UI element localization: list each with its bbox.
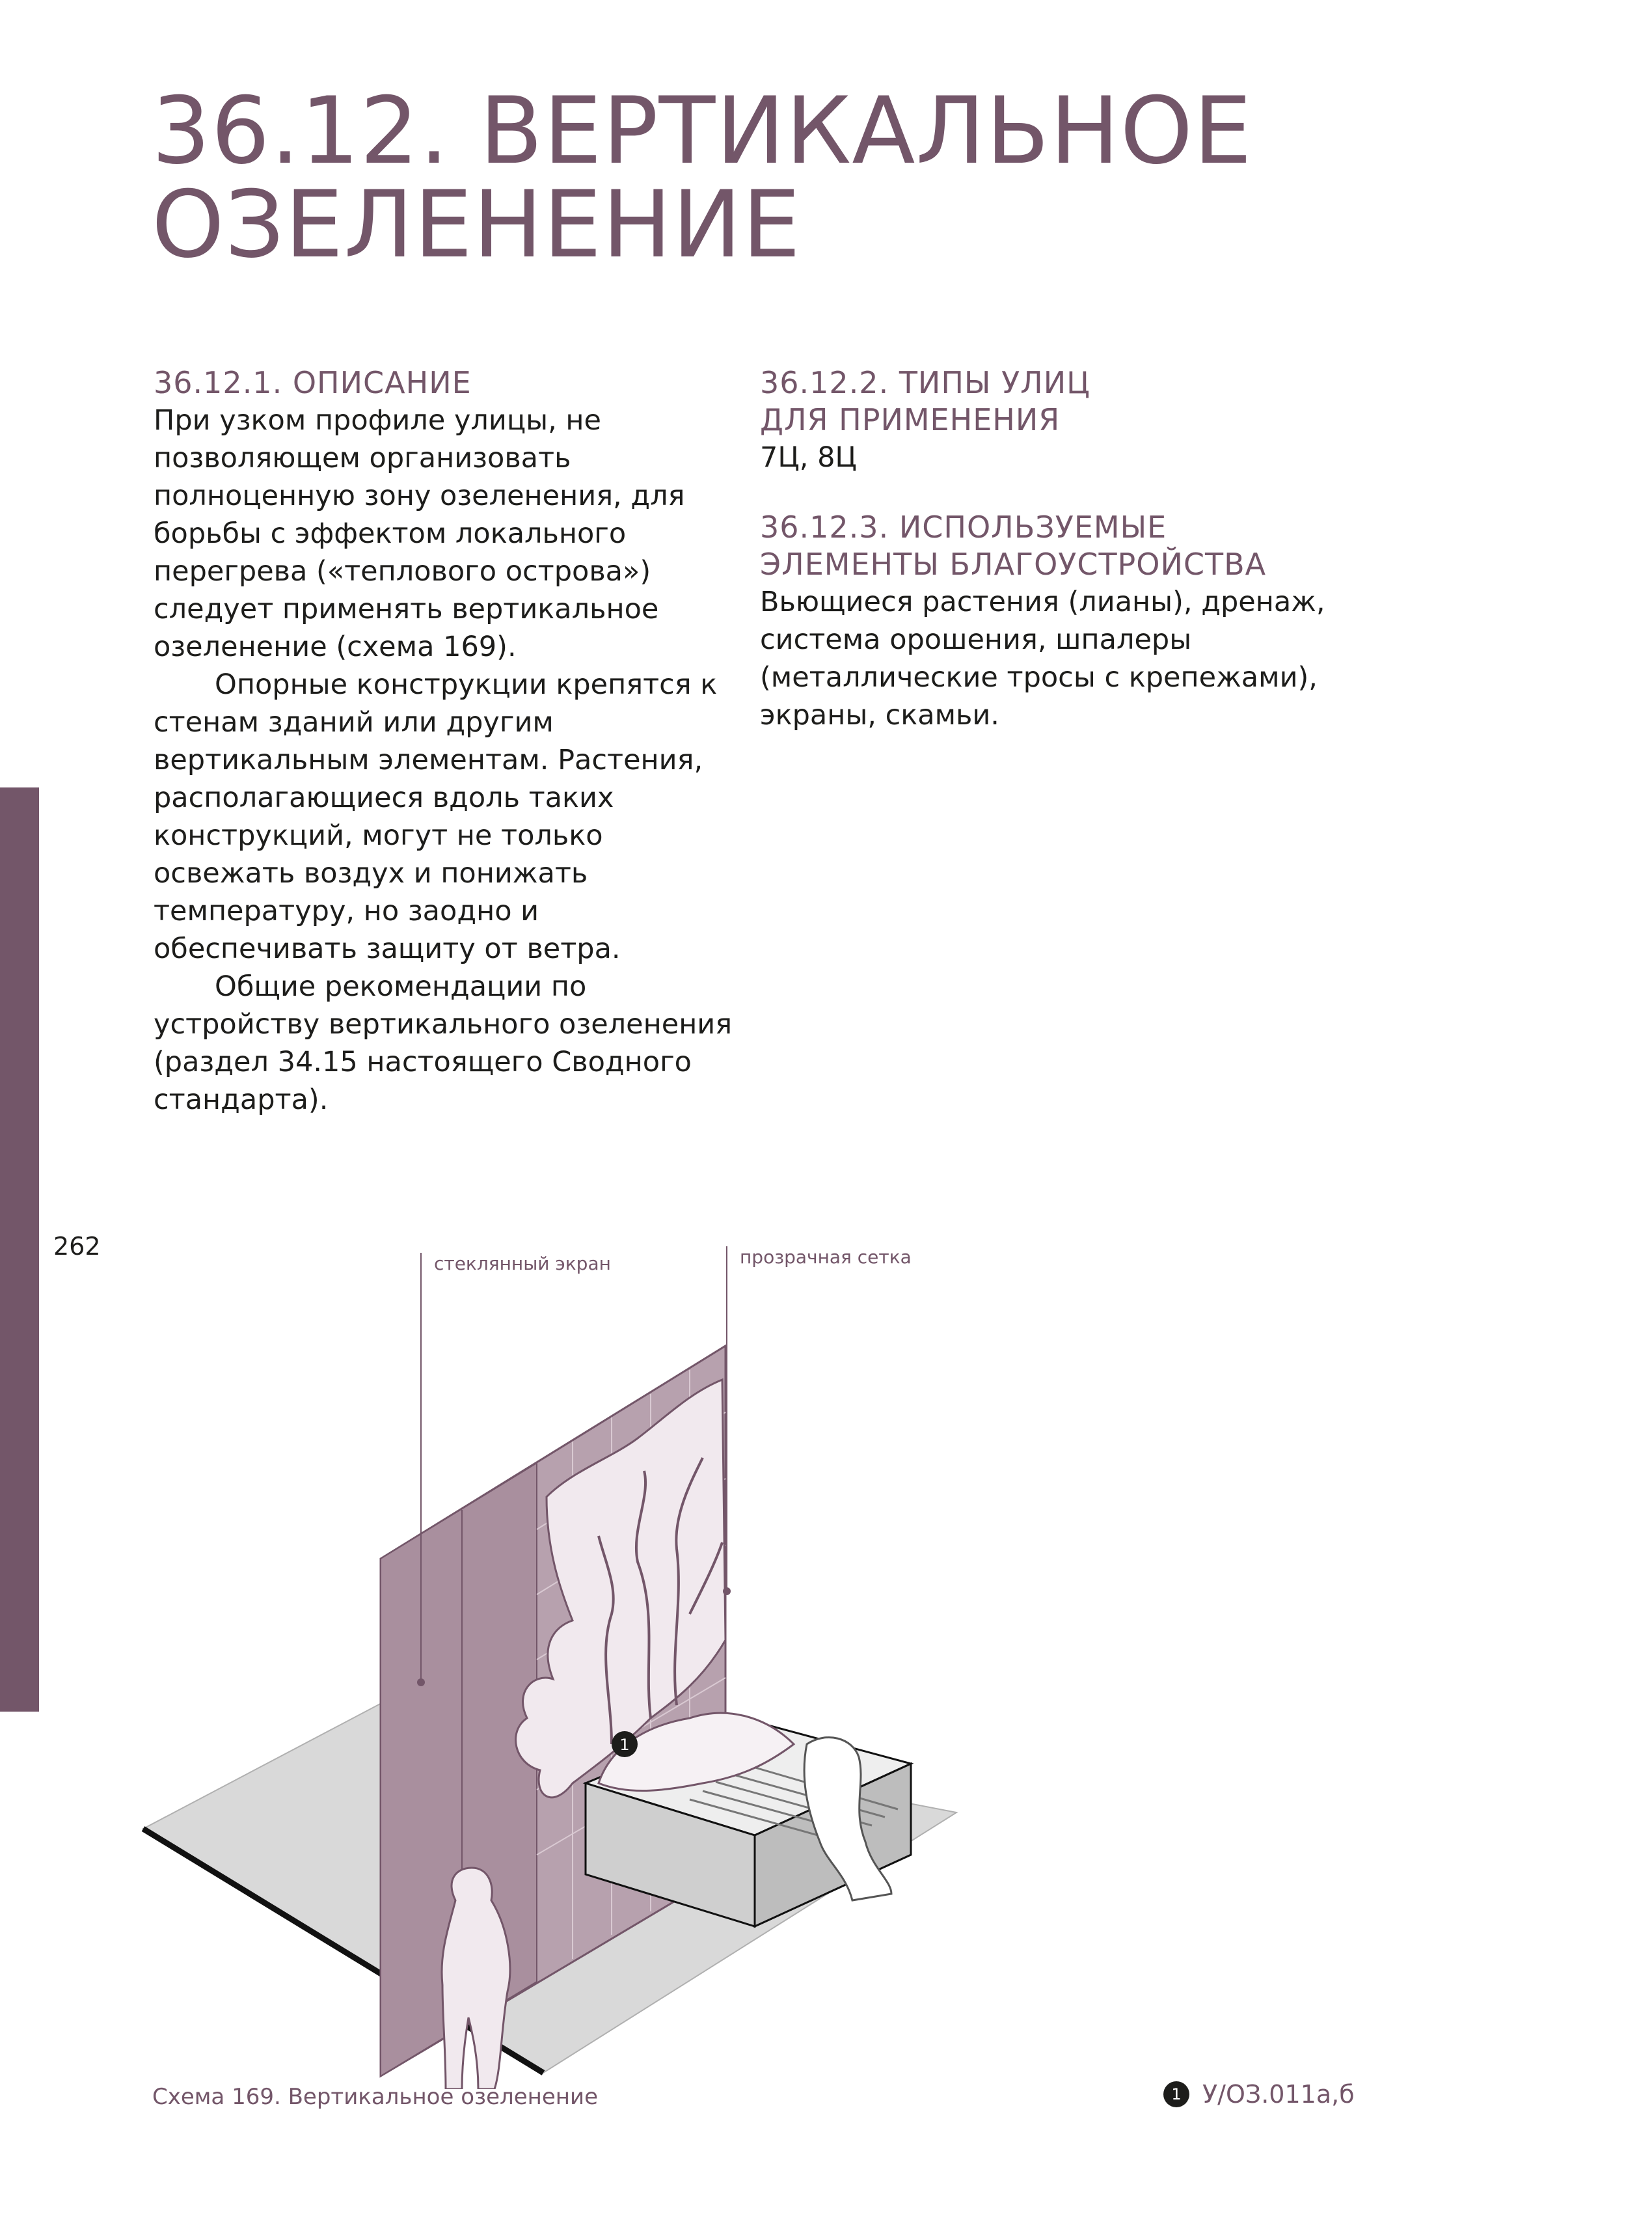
page-number: 262	[53, 1232, 101, 1261]
figure-caption: Схема 169. Вертикальное озеленение	[152, 2084, 599, 2110]
left-column	[154, 364, 739, 1119]
section-2-heading-line-1: 36.12.2. ТИПЫ УЛИЦ	[760, 365, 1090, 400]
section-1-paragraph-3: Общие рекомендации по устройству вертикального озеленения (раздел 34.15 настоящего Сводного стандарта).	[154, 970, 733, 1116]
page-title-line-1: 36.12. ВЕРТИКАЛЬНОЕ	[152, 77, 1253, 185]
page-title	[152, 77, 1253, 279]
reference-code	[1163, 2080, 1355, 2109]
right-column	[760, 364, 1346, 734]
vertical-greening-illustration	[117, 1224, 976, 2089]
label-glass-screen: стеклянный экран	[434, 1253, 611, 1274]
section-3-heading-line-1: 36.12.3. ИСПОЛЬЗУЕМЫЕ	[760, 510, 1167, 545]
page-title-line-2: ОЗЕЛЕНЕНИЕ	[152, 171, 802, 279]
section-1-heading: 36.12.1. ОПИСАНИЕ	[154, 365, 472, 400]
section-2-heading-line-2: ДЛЯ ПРИМЕНЕНИЯ	[760, 402, 1061, 437]
illustration-drawing	[117, 1224, 976, 2089]
reference-badge: 1	[1163, 2081, 1189, 2107]
section-3-text: Вьющиеся растения (лианы), дренаж, система орошения, шпалеры (металлические тросы с крепежами), экраны, скамьи.	[760, 586, 1325, 732]
label-transparent-mesh: прозрачная сетка	[740, 1246, 912, 1268]
side-accent-bar	[0, 787, 39, 1712]
section-2-text: 7Ц, 8Ц	[760, 441, 857, 474]
section-2-heading	[760, 364, 1346, 439]
section-1-paragraph-2: Опорные конструкции крепятся к стенам зданий или другим вертикальным элементам. Растения, располагающиеся вдоль таких конструкций, могут не только освежать воздух и понижать температуру, но заодно и обеспечивать защиту от ветра.	[154, 668, 718, 965]
section-3-heading-line-2: ЭЛЕМЕНТЫ БЛАГОУСТРОЙСТВА	[760, 547, 1267, 582]
section-1-paragraph-1: При узком профиле улицы, не позволяющем организовать полноценную зону озеленения, для борьбы с эффектом локального перегрева («теплового острова») следует применять вертикальное озеленение (схема 169).	[154, 404, 685, 663]
reference-code-text: У/ОЗ.011а,б	[1202, 2080, 1355, 2109]
section-3-heading	[760, 509, 1346, 583]
marker-1-text: 1	[619, 1736, 630, 1754]
